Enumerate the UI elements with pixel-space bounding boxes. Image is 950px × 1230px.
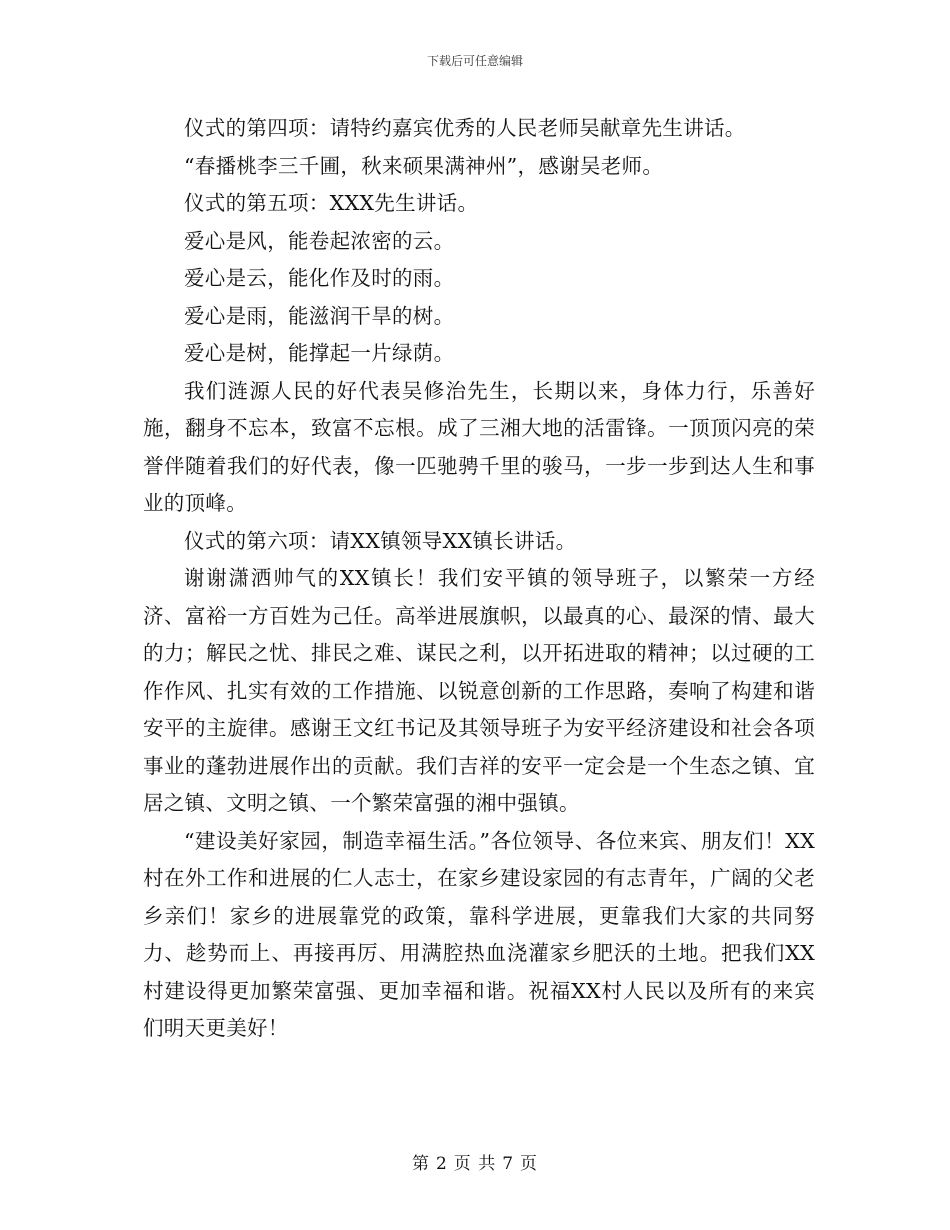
paragraph-love-wind: 爱心是风，能卷起浓密的云。 — [184, 228, 455, 253]
paragraph-love-rain: 爱心是雨，能滋润干旱的树。 — [184, 303, 455, 328]
page-total: 7 — [502, 1154, 515, 1174]
page-suffix: 页 — [520, 1154, 539, 1174]
document-body — [143, 110, 815, 1048]
paragraph-ceremony-item-5: 仪式的第五项：XXX先生讲话。 — [184, 191, 479, 215]
paragraph-love-cloud: 爱心是云，能化作及时的雨。 — [184, 266, 455, 290]
page-header: 下载后可任意编辑 — [426, 54, 523, 68]
paragraph-thanks-town-head: 谢谢潇洒帅气的XX镇长！我们安平镇的领导班子，以繁荣一方经济、富裕一方百姓为己任。高举进展旗帜，以最真的心、最深的情、最大的力；解民之忧、排民之难、谋民之利，以开拓进取的精神；以过硬的工作作风、扎实有效的工作措施、以锐意创新的工作思路，奏响了构建和谐安平的主旋律。感谢王文红书记及其领导班子为安平经济建设和社会各项事业的蓬勃进展作出的贡献。我们吉祥的安平一定会是一个生态之镇、宜居之镇、文明之镇、一个繁荣富强的湘中强镇。 — [143, 566, 815, 815]
paragraph-thanks-teacher: “春播桃李三千圃，秋来硕果满神州”，感谢吴老师。 — [184, 153, 664, 178]
paragraph-representative: 我们涟源人民的好代表吴修治先生，长期以来，身体力行，乐善好施，翻身不忘本，致富不忘根。成了三湘大地的活雷锋。一顶顶闪亮的荣誉伴随着我们的好代表，像一匹驰骋千里的骏马，一步一步到达人生和事业的顶峰。 — [143, 378, 815, 515]
page-prefix: 第 — [411, 1154, 430, 1174]
page-number: 2 — [435, 1154, 448, 1174]
paragraph-ceremony-item-4: 仪式的第四项：请特约嘉宾优秀的人民老师吴献章先生讲话。 — [184, 116, 746, 140]
paragraph-ceremony-item-6: 仪式的第六项：请XX镇领导XX镇长讲话。 — [184, 528, 577, 553]
page-mid: 页 共 — [453, 1154, 497, 1174]
paragraph-love-tree: 爱心是树，能撑起一片绿荫。 — [184, 341, 455, 365]
paragraph-closing: “建设美好家园，制造幸福生活。”各位领导、各位来宾、朋友们！XX村在外工作和进展的仁人志士，在家乡建设家园的有志青年，广阔的父老乡亲们！家乡的进展靠党的政策，靠科学进展，更靠我们大家的共同努力、趁势而上、再接再厉、用满腔热血浇灌家乡肥沃的土地。把我们XX村建设得更加繁荣富强、更加幸福和谐。祝福XX村人民以及所有的来宾们明天更美好！ — [143, 828, 815, 1040]
page-footer — [0, 1153, 950, 1175]
